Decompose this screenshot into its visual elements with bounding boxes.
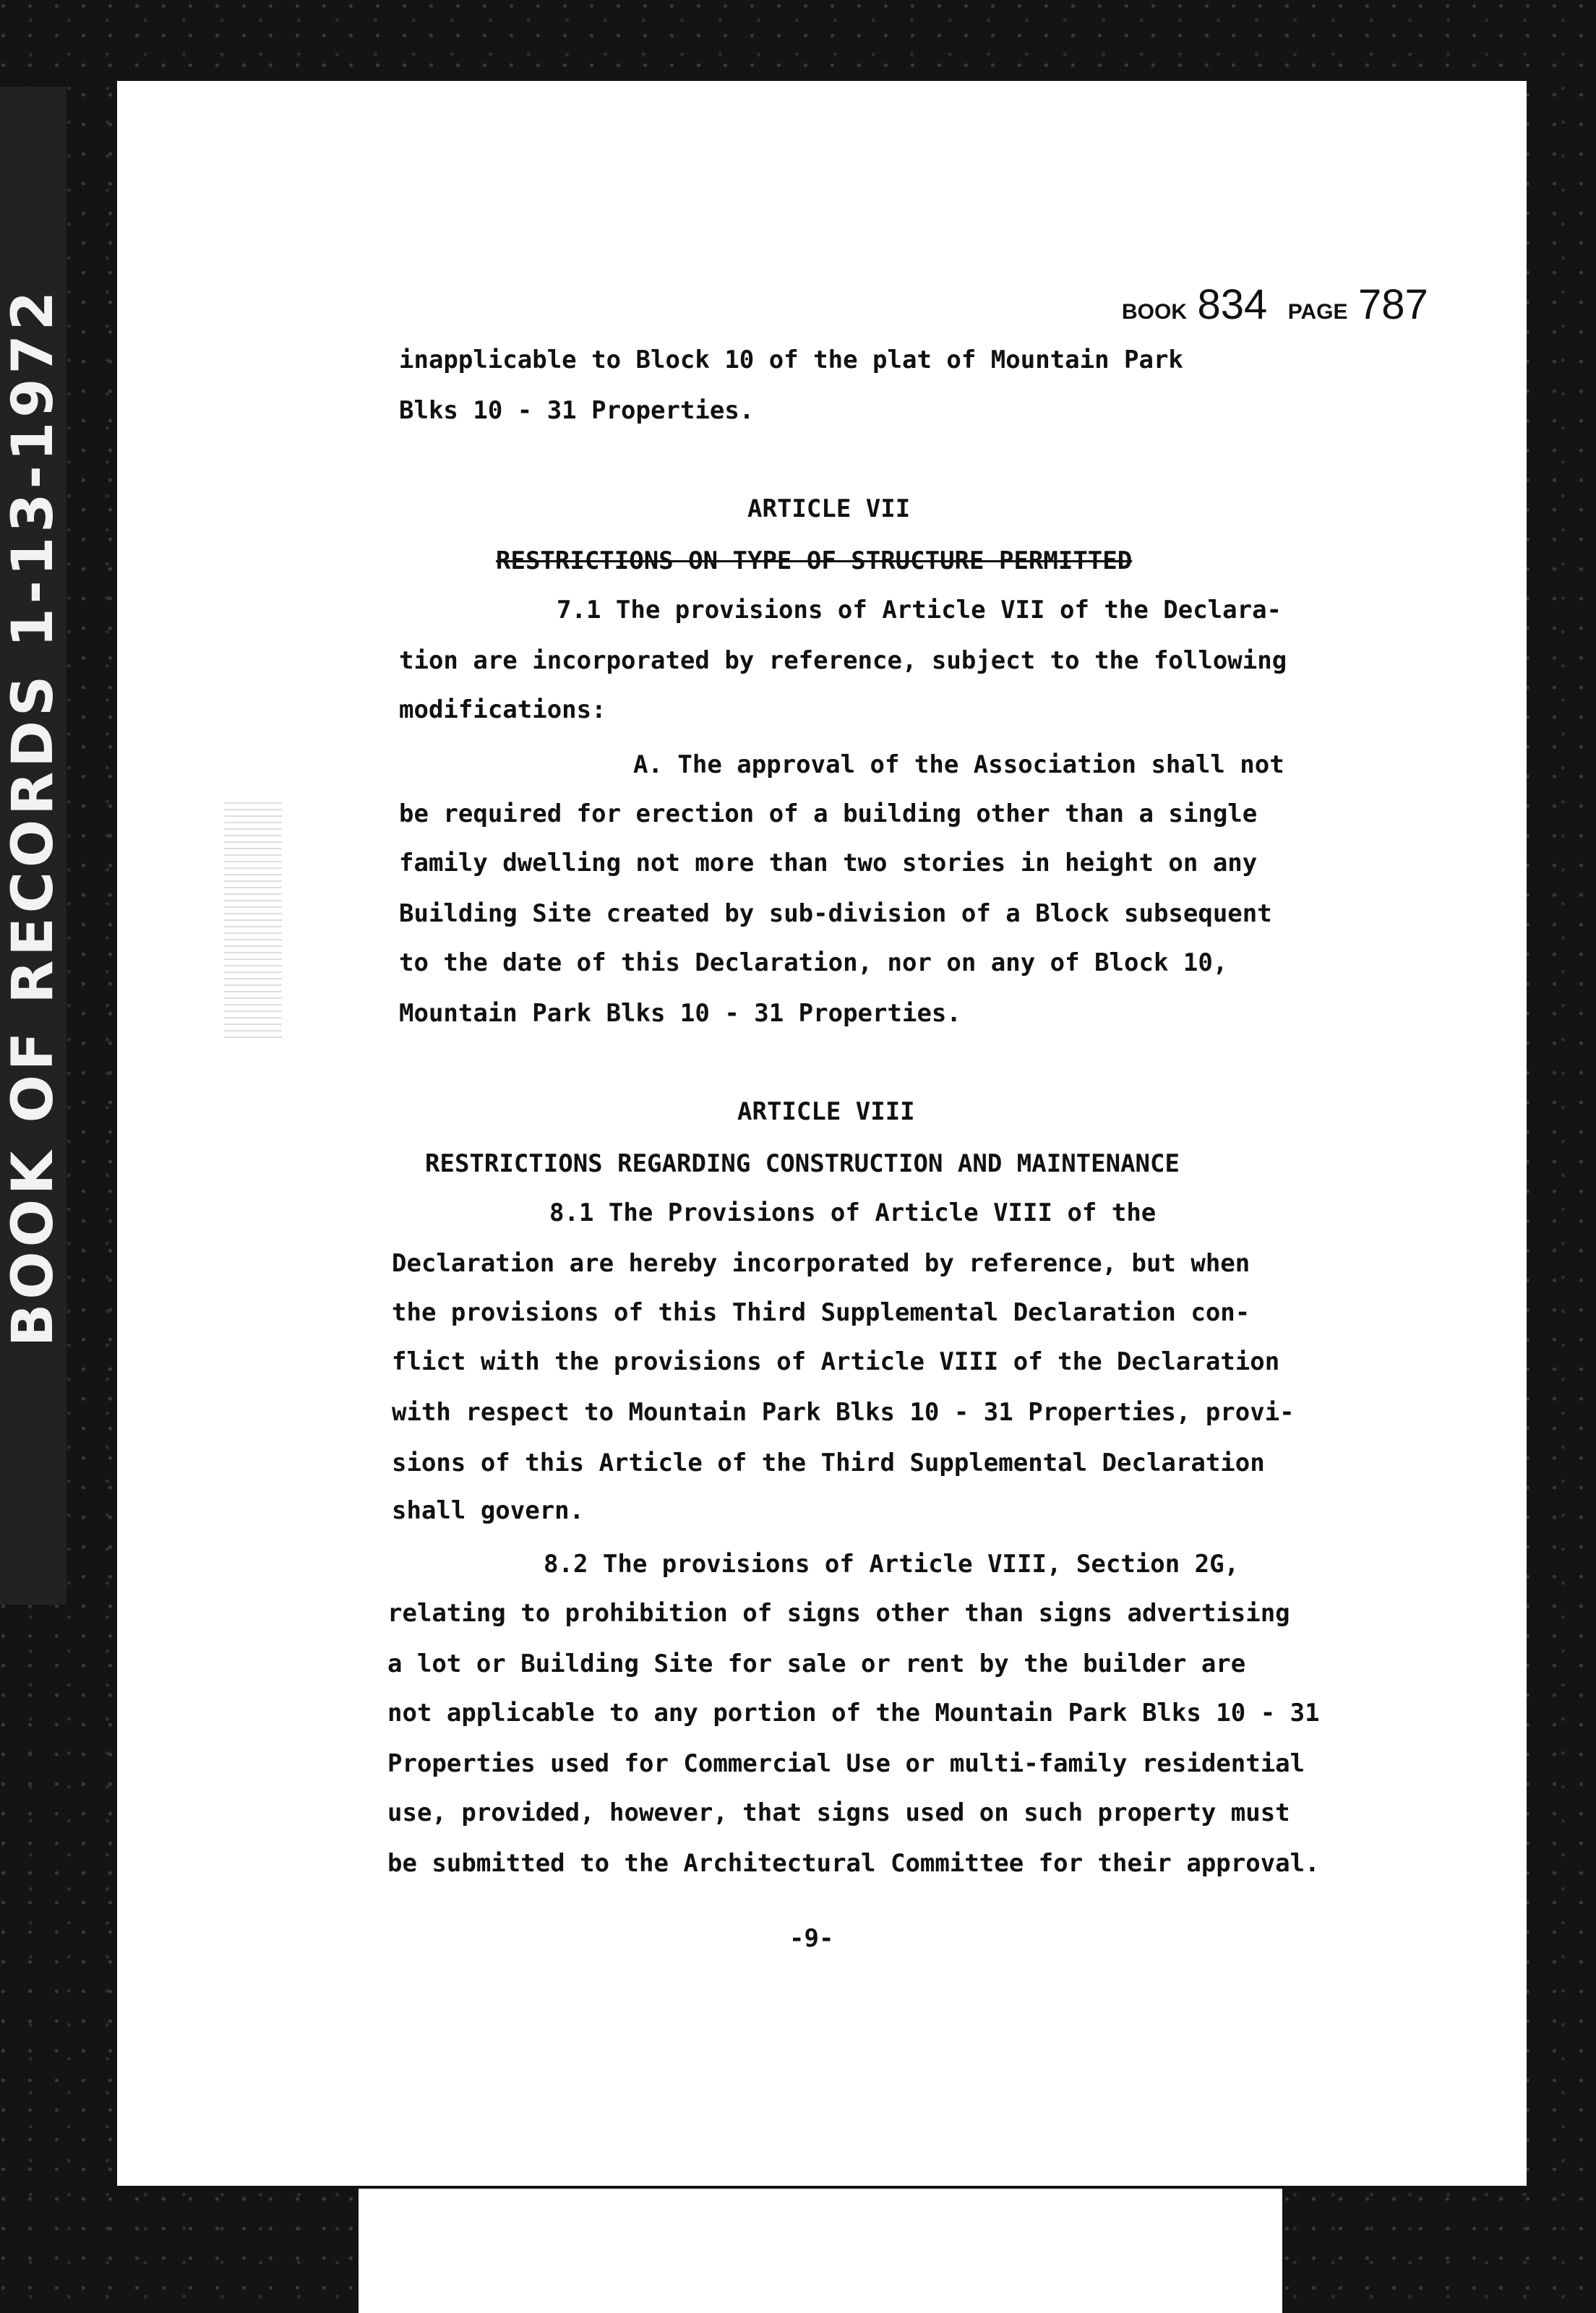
section-8-1-line: shall govern. [392, 1496, 585, 1525]
section-8-2-line: a lot or Building Site for sale or rent by the builder are [387, 1649, 1246, 1678]
section-7-1-line: modifications: [399, 695, 606, 724]
page-footer-number: -9- [789, 1924, 834, 1953]
book-page-stamp [1122, 280, 1446, 329]
subsection-a-line: Mountain Park Blks 10 - 31 Properties. [399, 999, 961, 1028]
section-8-2-line: 8.2 The provisions of Article VIII, Section 2G, [544, 1550, 1240, 1579]
body-line: inapplicable to Block 10 of the plat of Mountain Park [399, 346, 1183, 374]
subsection-a-line: to the date of this Declaration, nor on any of Block 10, [399, 948, 1228, 977]
article-7-heading: ARTICLE VII [747, 494, 911, 523]
section-8-2-line: use, provided, however, that signs used on such property must [387, 1798, 1290, 1827]
subsection-a-line: A. The approval of the Association shall not [633, 750, 1284, 779]
section-8-2-line: not applicable to any portion of the Mountain Park Blks 10 - 31 [387, 1699, 1320, 1728]
margin-stamp-text: BOOK OF RECORDS 1-13-1972 [1, 286, 66, 1347]
section-8-2-line: relating to prohibition of signs other than signs advertising [387, 1599, 1290, 1628]
page-label: PAGE [1287, 300, 1348, 324]
section-7-1-line: tion are incorporated by reference, subject to the following [399, 646, 1287, 675]
article-7-subheading: RESTRICTIONS ON TYPE OF STRUCTURE PERMITTED [496, 546, 1133, 575]
section-8-1-line: the provisions of this Third Supplemental Declaration con- [392, 1298, 1250, 1327]
article-8-heading: ARTICLE VIII [737, 1097, 915, 1126]
section-8-2-line: be submitted to the Architectural Committee for their approval. [387, 1849, 1320, 1878]
body-line: Blks 10 - 31 Properties. [399, 396, 755, 425]
book-label: BOOK [1122, 300, 1187, 324]
section-8-1-line: Declaration are hereby incorporated by reference, but when [392, 1249, 1250, 1278]
bottom-blank-panel [359, 2189, 1282, 2313]
subsection-a-line: Building Site created by sub-division of a Block subsequent [399, 899, 1272, 928]
section-8-1-line: 8.1 The Provisions of Article VIII of the [549, 1198, 1157, 1227]
scan-specks [224, 802, 282, 1041]
section-8-1-line: flict with the provisions of Article VIII of the Declaration [392, 1347, 1280, 1376]
section-8-2-line: Properties used for Commercial Use or multi-family residential [387, 1749, 1305, 1778]
section-7-1-line: 7.1 The provisions of Article VII of the Declara- [557, 596, 1282, 625]
subsection-a-line: family dwelling not more than two stories in height on any [399, 849, 1258, 877]
article-8-subheading: RESTRICTIONS REGARDING CONSTRUCTION AND MAINTENANCE [425, 1149, 1180, 1178]
section-8-1-line: sions of this Article of the Third Supplemental Declaration [392, 1449, 1265, 1477]
book-number: 834 [1197, 281, 1268, 328]
page-reference-number: 787 [1357, 281, 1428, 328]
subsection-a-line: be required for erection of a building other than a single [399, 799, 1258, 828]
section-8-1-line: with respect to Mountain Park Blks 10 - 31 Properties, provi- [392, 1398, 1295, 1427]
